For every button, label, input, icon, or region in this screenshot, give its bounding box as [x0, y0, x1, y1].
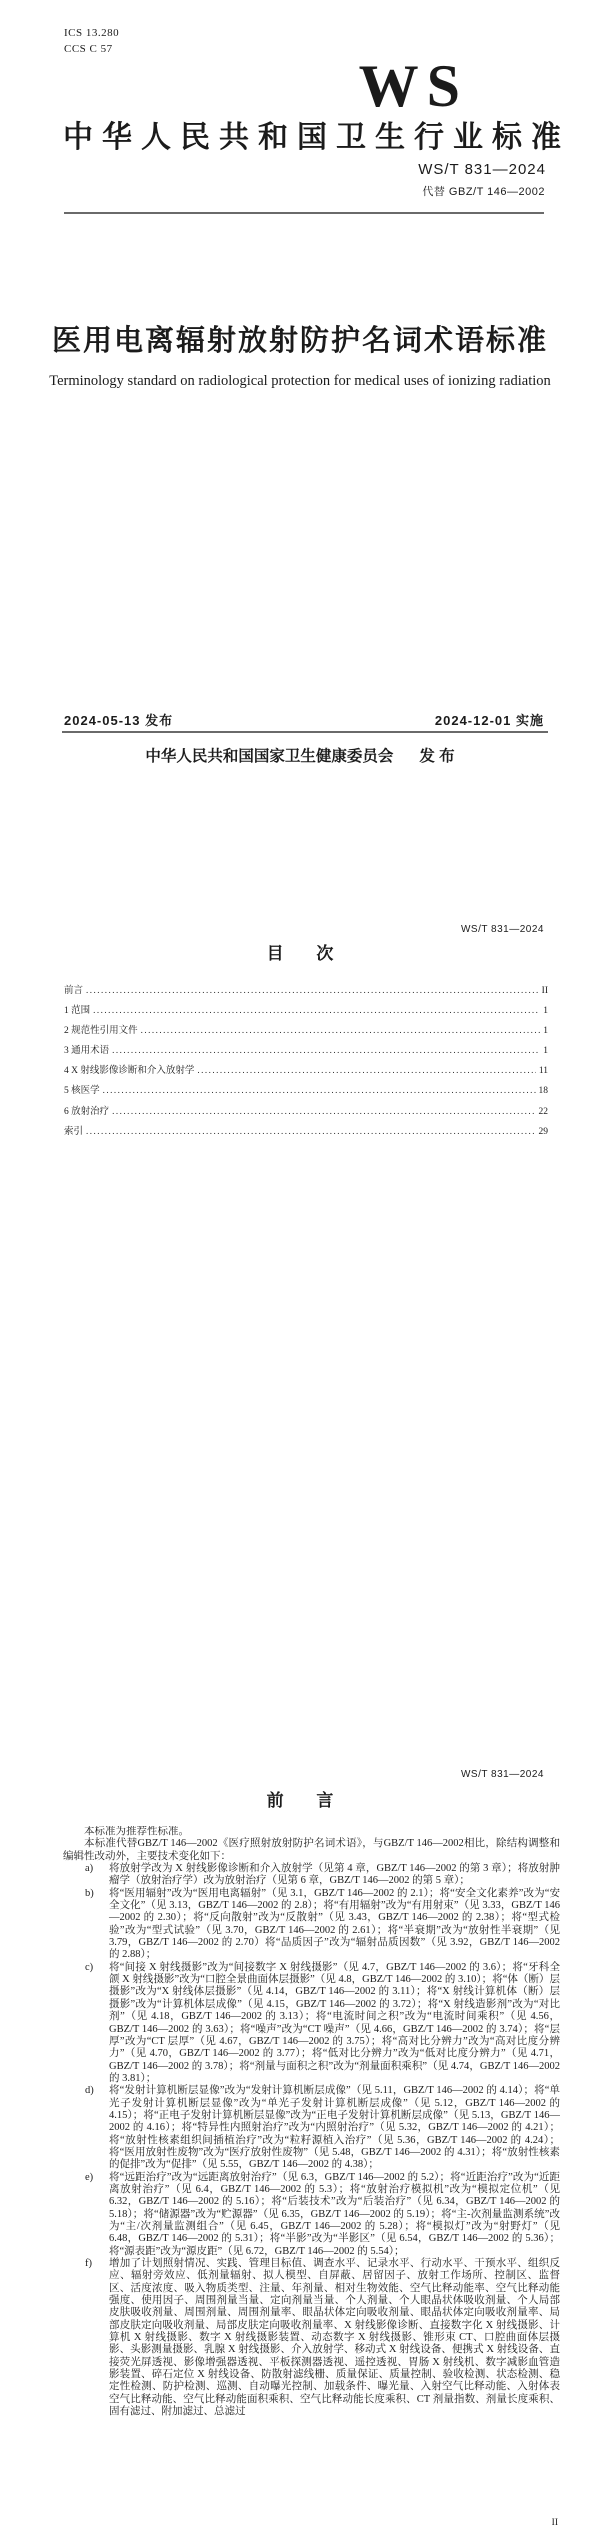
toc-entry: [64, 1103, 548, 1123]
toc-entry: [64, 1123, 548, 1143]
foreword-list-item: [63, 1962, 560, 2085]
dot-leader: [141, 1025, 541, 1036]
publish-label: 发 布: [419, 748, 455, 765]
issue-date: 2024-05-13 发布: [64, 713, 174, 728]
toc-entry-label: 2 规范性引用文件: [64, 1026, 138, 1037]
implementation-date: 2024-12-01 实施: [434, 713, 544, 728]
list-item-label: e): [85, 2171, 94, 2183]
foreword-page: [0, 1696, 600, 2544]
publisher-name: 中华人民共和国国家卫生健康委员会: [145, 748, 394, 765]
toc-entry-page: 18: [538, 1086, 548, 1097]
classification-codes: [64, 25, 119, 57]
ccs-code: CCS C 57: [64, 43, 113, 55]
toc-entry: [64, 982, 548, 1002]
toc-entry-page: 11: [538, 1066, 548, 1077]
toc-entry: [64, 1042, 548, 1062]
toc-entry: [64, 1022, 548, 1042]
toc-entry-page: II: [541, 986, 548, 996]
list-item-text: 将放射学改为 X 射线影像诊断和介入放射学（见第 4 章，GBZ/T 146—2002 的第 3 章）；将放射肿瘤学（放射治疗学）改为放射治疗（见第 6 章，GBZ/T 146—2002 的第 5 章）；: [109, 1863, 560, 1887]
list-item-label: f): [85, 2258, 92, 2270]
foreword-list-item: [63, 2258, 560, 2418]
toc-entry: [64, 1062, 548, 1082]
toc-page: [0, 848, 600, 1696]
foreword-list-item: [63, 2085, 560, 2171]
toc-entry-page: 22: [538, 1106, 548, 1117]
replaces-note: 代替 GBZ/T 146—2002: [422, 186, 545, 198]
dot-leader: [197, 1065, 535, 1076]
foreword-title: 前 言: [266, 1791, 348, 1810]
toc-list: [64, 982, 548, 1143]
toc-entry-label: 6 放射治疗: [64, 1106, 110, 1117]
list-item-text: 将“发射计算机断层显像”改为“发射计算机断层成像”（见 5.11，GBZ/T 146—2002 的 4.14）；将“单光子发射计算机断层显像”改为“单光子发射计算机断层成像”（见 5.12，GBZ/T 146—2002 的 4.15）；将“正电子发射计算机断层显像”改为“正电子发射计算机断层成像”（见 5.13，GBZ/T 146—2002 的 4.16）；将“特异性内照射治疗”改为“内照射治疗”（见 5.32，GBZ/T 146—2002 的 4.21）；将“放射性核素组织间插植治疗”改为“粒籽源植入治疗”（见 5.36，GBZ/T 146—2002 的 4.24）；将“医用放射性废物”改为“医疗放射性废物”（见 5.48，GBZ/T 146—2002 的 4.31）；将“放射性核素的促排”改为“促排”（见 5.55，GBZ/T 146—2002 的 4.38）；: [109, 2085, 560, 2171]
toc-entry-label: 5 核医学: [64, 1086, 100, 1097]
foreword-list-item: [63, 1888, 560, 1962]
list-item-text: 将“间接 X 射线摄影”改为“间接数字 X 射线摄影”（见 4.7，GBZ/T 146—2002 的 3.6）；将“牙科全颌 X 射线摄影”改为“口腔全景曲面体层摄影”（见 4.8，GBZ/T 146—2002 的 3.10）；将“体（断）层摄影”改为“X 射线体层摄影”（见 4.14，GBZ/T 146—2002 的 3.11）；将“X 射线计算机体（断）层摄影”改为“计算机体层成像”（见 4.15，GBZ/T 146—2002 的 3.72）；将“X 射线造影剂”改为“对比剂”（见 4.18，GBZ/T 146—2002 的 3.13）；将“电流时间之积”改为“电流时间乘积”（见 4.56，GBZ/T 146—2002 的 3.63）；将“噪声”改为“CT 噪声”（见 4.66，GBZ/T 146—2002 的 3.74）；将“层厚”改为“CT 层厚”（见 4.67，GBZ/T 146—2002 的 3.75）；将“高对比分辨力”改为“高对比度分辨力”（见 4.70，GBZ/T 146—2002 的 3.77）；将“低对比分辨力”改为“低对比度分辨力”（见 4.71，GBZ/T 146—2002 的 3.78）；将“剂量与面积之积”改为“剂量面积乘积”（见 4.74，GBZ/T 146—2002 的 3.81）；: [109, 1961, 560, 2084]
ws-logo: WS: [358, 53, 468, 119]
toc-entry-page: 29: [538, 1126, 548, 1137]
foreword-list-item: [63, 1863, 560, 1888]
standard-code: WS/T 831—2024: [418, 161, 546, 178]
list-item-text: 将“医用辐射”改为“医用电离辐射”（见 3.1，GBZ/T 146—2002 的 2.1）；将“安全文化素养”改为“安全文化”（见 3.13，GBZ/T 146—2002 的 2.8）；将“有用辐射”改为“有用射束”（见 3.33，GBZ/T 146—2002 的 2.30）；将“反向散射”改为“反散射”（见 3.43，GBZ/T 146—2002 的 2.38）；将“型式检验”改为“型式试验”（见 3.70，GBZ/T 146—2002 的 2.61）；将“半衰期”改为“放射性半衰期”（见 3.79，GBZ/T 146—2002 的 2.70）将“品质因子”改为“辐射品质因数”（见 3.92，GBZ/T 146—2002 的 2.88）；: [109, 1887, 560, 1961]
standard-type-heading: 中华人民共和国卫生行业标准: [63, 121, 570, 154]
toc-entry-page: 1: [543, 1006, 548, 1017]
dot-leader: [86, 985, 539, 996]
toc-entry-page: 1: [543, 1046, 548, 1057]
toc-entry: [64, 1082, 548, 1102]
document-title-en: Terminology standard on radiological protection for medical uses of ionizing radiation: [49, 373, 551, 389]
running-header-code: WS/T 831—2024: [460, 924, 544, 935]
cover-page: [0, 0, 600, 848]
list-item-label: a): [85, 1863, 94, 1875]
header-rule: [64, 212, 544, 214]
foreword-paragraph: 本标准代替GBZ/T 146—2002《医疗照射放射防护名词术语》，与GBZ/T 146—2002相比，除结构调整和编辑性改动外，主要技术变化如下：: [63, 1838, 560, 1862]
dot-leader: [112, 1106, 535, 1117]
list-item-label: c): [85, 1961, 94, 1973]
running-header-code: WS/T 831—2024: [460, 1769, 544, 1780]
footer-rule: [62, 731, 548, 733]
list-item-label: d): [85, 2085, 94, 2097]
ics-code: ICS 13.280: [64, 27, 120, 39]
toc-entry-page: 1: [543, 1026, 548, 1037]
toc-title: 目 次: [266, 944, 348, 963]
toc-entry: [64, 1002, 548, 1022]
list-item-label: b): [85, 1887, 94, 1899]
foreword-paragraph: 本标准为推荐性标准。: [84, 1826, 189, 1837]
toc-entry-label: 索引: [64, 1126, 84, 1137]
page-number: II: [551, 2518, 558, 2528]
dot-leader: [93, 1005, 540, 1016]
dot-leader: [103, 1085, 536, 1096]
document-title-cn: 医用电离辐射放射防护名词术语标准: [51, 325, 548, 357]
toc-entry-label: 3 通用术语: [64, 1046, 110, 1057]
publisher-line: [0, 744, 600, 766]
list-item-text: 将“远距治疗”改为“远距离放射治疗”（见 6.3，GBZ/T 146—2002 的 5.2）；将“近距治疗”改为“近距离放射治疗”（见 6.4，GBZ/T 146—2002 的 5.3）；将“放射治疗模拟机”改为“模拟定位机”（见 6.32，GBZ/T 146—2002 的 5.16）；将“后装技术”改为“后装治疗”（见 6.34，GBZ/T 146—2002 的 5.18）；将“储源器”改为“贮源器”（见 6.35，GBZ/T 146—2002 的 5.19）；将“主-次剂量监测系统”改为“主/次剂量监测组合”（见 6.45，GBZ/T 146—2002 的 5.28）；将“模拟灯”改为“射野灯”（见 6.48，GBZ/T 146—2002 的 5.31）；将“半影”改为“半影区”（见 6.54，GBZ/T 146—2002 的 5.36）；将“源表距”改为“源皮距”（见 6.72，GBZ/T 146—2002 的 5.54）；: [109, 2171, 560, 2257]
foreword-body: [63, 1826, 560, 2542]
dot-leader: [112, 1045, 540, 1056]
dot-leader: [86, 1126, 535, 1137]
toc-entry-label: 1 范围: [64, 1006, 91, 1017]
foreword-list-item: [63, 2172, 560, 2258]
toc-entry-label: 前言: [64, 986, 84, 996]
toc-entry-label: 4 X 射线影像诊断和介入放射学: [64, 1066, 195, 1077]
list-item-text: 增加了计划照射情况、实践、管理目标值、调查水平、记录水平、行动水平、干预水平、组织反应、辐射旁效应、低剂量辐射、拟人模型、自屏蔽、居留因子、放射工作场所、控制区、监督区、活度浓度、吸入物质类型、注量、年剂量、相对生物效能、空气比释动能率、空气比释动能强度、使用因子、周围剂量当量、定向剂量当量、个人剂量、个人眼晶状体吸收剂量、个人局部皮肤吸收剂量、周围剂量、周围剂量率、眼晶状体定向吸收剂量、眼晶状体定向吸收剂量率、局部皮肤定向吸收剂量、局部皮肤定向吸收剂量率、X 射线影像诊断、直接数字化 X 射线摄影、计算机 X 射线摄影、数字 X 射线摄影装置、动态数字 X 射线摄影、锥形束 CT、口腔曲面体层摄影、头影测量摄影、乳腺 X 射线摄影、介入放射学、移动式 X 射线设备、便携式 X 射线设备、直接荧光屏透视、影像增强器透视、平板探测器透视、遥控透视、胃肠 X 射线机、数字减影血管造影装置、碎石定位 X 射线设备、防散射滤线栅、质量保证、质量控制、验收检测、状态检测、稳定性检测、防护检测、巡测、自动曝光控制、加载条件、曝光量、入射空气比释动能、入射体表空气比释动能、空气比释动能面积乘积、空气比释动能长度乘积、CT 剂量指数、剂量长度乘积、固有滤过、附加滤过、总滤过: [109, 2258, 560, 2418]
